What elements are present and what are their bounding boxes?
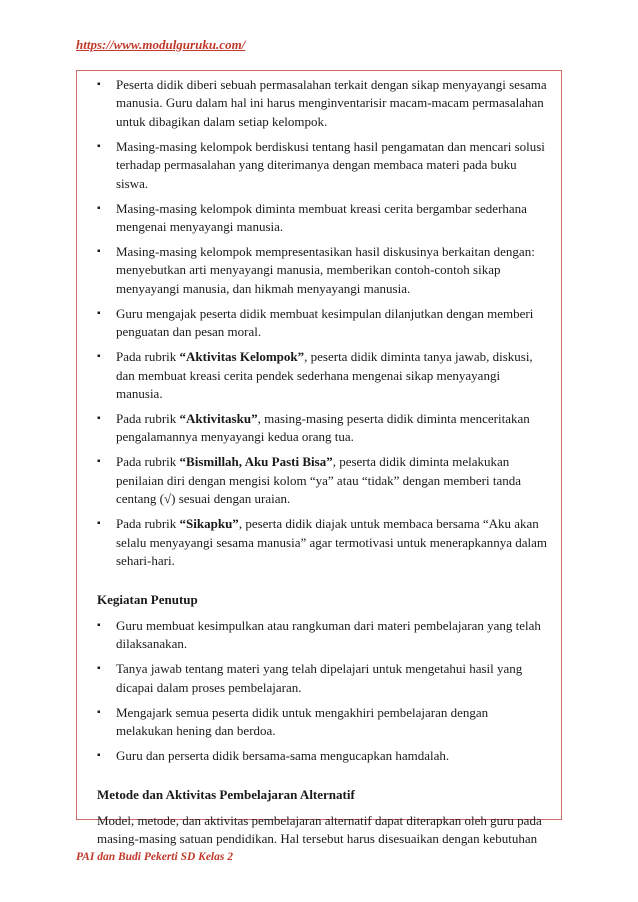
list-item: ▪ Guru membuat kesimpulkan atau rangkuman dari materi pembelajaran yang telah dilaksanakan.: [97, 617, 541, 652]
penutup-list: [97, 617, 547, 766]
list-item: ▪ Guru dan perserta didik bersama-sama mengucapkan hamdalah.: [97, 747, 547, 765]
list-item: ▪ Pada rubrik “Aktivitas Kelompok”, peserta didik diminta tanya jawab, diskusi, dan membuat kreasi cerita pendek sederhana mengenai sikap menyayangi manusia.: [97, 349, 533, 402]
list-item: ▪ Masing-masing kelompok diminta membuat kreasi cerita bergambar sederhana mengenai menyayangi manusia.: [97, 200, 527, 235]
bullet-icon: ▪: [97, 79, 101, 90]
bullet-icon: ▪: [97, 140, 101, 152]
alternatif-paragraph: Model, metode, dan aktivitas pembelajaran alternatif dapat diterapkan oleh guru pada masing-masing satuan pendidikan. Hal tersebut harus disesuaikan dengan kebutuhan: [97, 812, 542, 847]
bullet-icon: ▪: [97, 750, 101, 762]
list-item: ▪ Masing-masing kelompok mempresentasikan hasil diskusinya berkaitan dengan: menyebutkan arti menyayangi manusia, memberikan contoh-contoh sikap menyayangi manusia, dan hikmah menyayangi manusia.: [97, 244, 535, 296]
penutup-heading: Kegiatan Penutup: [97, 591, 198, 607]
main-activity-list: [97, 76, 547, 571]
list-item: ▪ Masing-masing kelompok berdiskusi tentang hasil pengamatan dan mencari solusi terhadap permasalahan yang diterimanya dengan membaca materi pada buku siswa.: [97, 138, 545, 191]
bullet-icon: ▪: [97, 456, 101, 468]
list-item: ▪ Peserta didik diberi sebuah permasalahan terkait dengan sikap menyayangi sesama manusia. Guru dalam hal ini harus menginventarisir macam-macam permasalahan untuk dibagikan dalam setiap kelompok.: [97, 77, 547, 129]
list-item: ▪ Mengajark semua peserta didik untuk mengakhiri pembelajaran dengan melakukan hening dan berdoa.: [97, 704, 489, 739]
list-item: ▪ Pada rubrik “Aktivitasku”, masing-masing peserta didik diminta menceritakan pengalamannya menyayangi kedua orang tua.: [97, 411, 530, 445]
bullet-icon: ▪: [97, 202, 101, 214]
list-item: ▪ Pada rubrik “Bismillah, Aku Pasti Bisa”, peserta didik diminta melakukan penilaian diri dengan mengisi kolom “ya” atau “tidak” dengan memberi tanda centang (√) sesuai dengan uraian.: [97, 454, 522, 507]
bullet-icon: ▪: [97, 246, 101, 258]
bullet-icon: ▪: [97, 619, 101, 631]
bullet-icon: ▪: [97, 706, 101, 718]
header-url-link[interactable]: https://www.modulguruku.com/: [76, 37, 246, 52]
footer-book-title: PAI dan Budi Pekerti SD Kelas 2: [76, 851, 233, 863]
list-item: ▪ Guru mengajak peserta didik membuat kesimpulan dilanjutkan dengan memberi penguatan dan pesan moral.: [97, 305, 534, 340]
list-item: ▪ Pada rubrik “Sikapku”, peserta didik diajak untuk membaca bersama “Aku akan selalu menyayangi sesama manusia” agar termotivasi untuk menerapkannya dalam sehari-hari.: [97, 516, 548, 569]
list-item: ▪ Tanya jawab tentang materi yang telah dipelajari untuk mengetahui hasil yang dicapai dalam proses pembelajaran.: [97, 661, 523, 695]
bullet-icon: ▪: [97, 518, 101, 530]
bullet-icon: ▪: [97, 307, 101, 319]
bullet-icon: ▪: [97, 663, 101, 675]
bullet-icon: ▪: [97, 413, 101, 425]
document-content: [97, 76, 547, 849]
bullet-icon: ▪: [97, 351, 101, 363]
alternatif-heading: Metode dan Aktivitas Pembelajaran Alternatif: [97, 786, 355, 802]
